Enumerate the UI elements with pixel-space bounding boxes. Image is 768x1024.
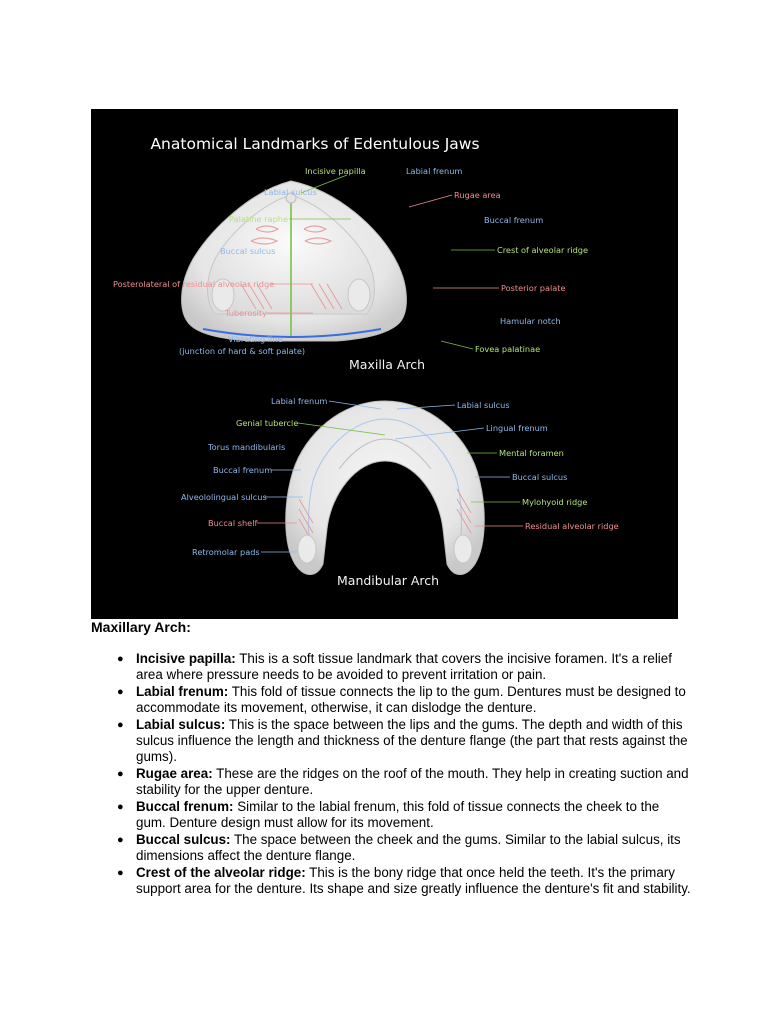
list-item-text: This fold of tissue connects the lip to the gum. Dentures must be designed to accommodate its movement, otherwise, it can dislodge the denture. <box>136 683 686 716</box>
label-labial-sulcus-max: Labial sulcus <box>264 187 317 197</box>
bullet-icon: ● <box>117 653 124 665</box>
list-item-term: Buccal sulcus: <box>136 831 231 847</box>
list-item-text: This is the bony ridge that once held the teeth. It's the primary support area for the denture. Its shape and size greatly influence the denture's fit and stability. <box>136 864 691 896</box>
maxilla-caption: Maxilla Arch <box>349 357 426 372</box>
label-mental-foramen: Mental foramen <box>499 448 564 458</box>
label-tuberosity: Tuberosity <box>225 308 267 318</box>
list-item <box>117 832 692 865</box>
list-item-term: Crest of the alveolar ridge: <box>136 864 306 880</box>
label-alveololingual-sulcus: Alveololingual sulcus <box>181 492 267 502</box>
list-item-term: Labial sulcus: <box>136 716 226 732</box>
figure-title: Anatomical Landmarks of Edentulous Jaws <box>150 135 480 153</box>
list-item-term: Incisive papilla: <box>136 651 236 666</box>
list-item-text: This is the space between the lips and the gums. The depth and width of this sulcus influence the length and thickness of the denture flange (the part that rests against the gums). <box>136 716 688 765</box>
label-hamular-notch: Hamular notch <box>500 316 561 326</box>
label-labial-frenum-mand: Labial frenum <box>271 396 328 406</box>
list-item-term: Buccal frenum: <box>136 798 234 814</box>
label-vibrating-line-sub: (junction of hard & soft palate) <box>179 346 306 356</box>
label-residual-alveolar-ridge: Residual alveolar ridge <box>525 521 619 531</box>
list-item-term: Rugae area: <box>136 765 213 781</box>
list-item <box>117 865 692 898</box>
list-item <box>117 684 692 717</box>
list-item-text: The space between the cheek and the gums. Similar to the labial sulcus, its dimensions affect the denture flange. <box>136 831 681 864</box>
section-heading: Maxillary Arch: <box>91 619 191 635</box>
label-buccal-shelf: Buccal shelf <box>208 518 258 528</box>
label-mylohyoid-ridge: Mylohyoid ridge <box>522 497 588 507</box>
list-item-text: Similar to the labial frenum, this fold of tissue connects the cheek to the gum. Denture design must allow for its movement. <box>136 798 660 831</box>
label-retromolar-pads: Retromolar pads <box>192 547 260 557</box>
bullet-icon: ● <box>117 685 124 698</box>
label-buccal-frenum-mand: Buccal frenum <box>213 465 273 475</box>
label-labial-frenum-max: Labial frenum <box>406 166 463 176</box>
list-item <box>117 717 692 766</box>
label-posterior-palate: Posterior palate <box>501 283 566 293</box>
list-item-text: This is a soft tissue landmark that covers the incisive foramen. It's a relief area where pressure needs to be avoided to prevent irritation or pain. <box>136 651 672 683</box>
bullet-icon: ● <box>117 833 124 846</box>
maxilla-cast <box>182 181 407 341</box>
label-posterolateral: Posterolateral of residual alveolar ridge <box>113 279 275 289</box>
list-item-term: Labial frenum: <box>136 683 229 699</box>
list-item <box>117 766 692 799</box>
label-palatine-raphe: Palatine raphe <box>229 214 288 224</box>
label-buccal-sulcus-max: Buccal sulcus <box>220 246 276 256</box>
label-fovea-palatinae: Fovea palatinae <box>475 344 541 354</box>
label-torus-mandibularis: Torus mandibularis <box>208 442 286 452</box>
label-genial-tubercle: Genial tubercle <box>236 418 299 428</box>
list-item-text: These are the ridges on the roof of the mouth. They help in creating suction and stability for the upper denture. <box>136 765 689 798</box>
bullet-icon: ● <box>117 767 124 780</box>
mandible-cast <box>286 401 485 575</box>
label-crest-alveolar: Crest of alveolar ridge <box>497 245 589 255</box>
anatomical-landmarks-figure <box>91 109 678 619</box>
label-lingual-frenum: Lingual frenum <box>486 423 548 433</box>
label-buccal-sulcus-mand: Buccal sulcus <box>512 472 568 482</box>
list-item <box>117 799 692 832</box>
mandible-caption: Mandibular Arch <box>337 573 440 588</box>
label-labial-sulcus-mand: Labial sulcus <box>457 400 510 410</box>
list-item <box>117 651 692 684</box>
bullet-icon: ● <box>117 718 124 731</box>
label-incisive-papilla: Incisive papilla <box>305 166 366 176</box>
maxillary-landmark-list <box>117 651 692 898</box>
label-vibrating-line: Vibrating line <box>228 334 283 344</box>
bullet-icon: ● <box>117 800 124 813</box>
label-buccal-frenum-max: Buccal frenum <box>484 215 544 225</box>
bullet-icon: ● <box>117 866 124 879</box>
label-rugae-area: Rugae area <box>454 190 501 200</box>
